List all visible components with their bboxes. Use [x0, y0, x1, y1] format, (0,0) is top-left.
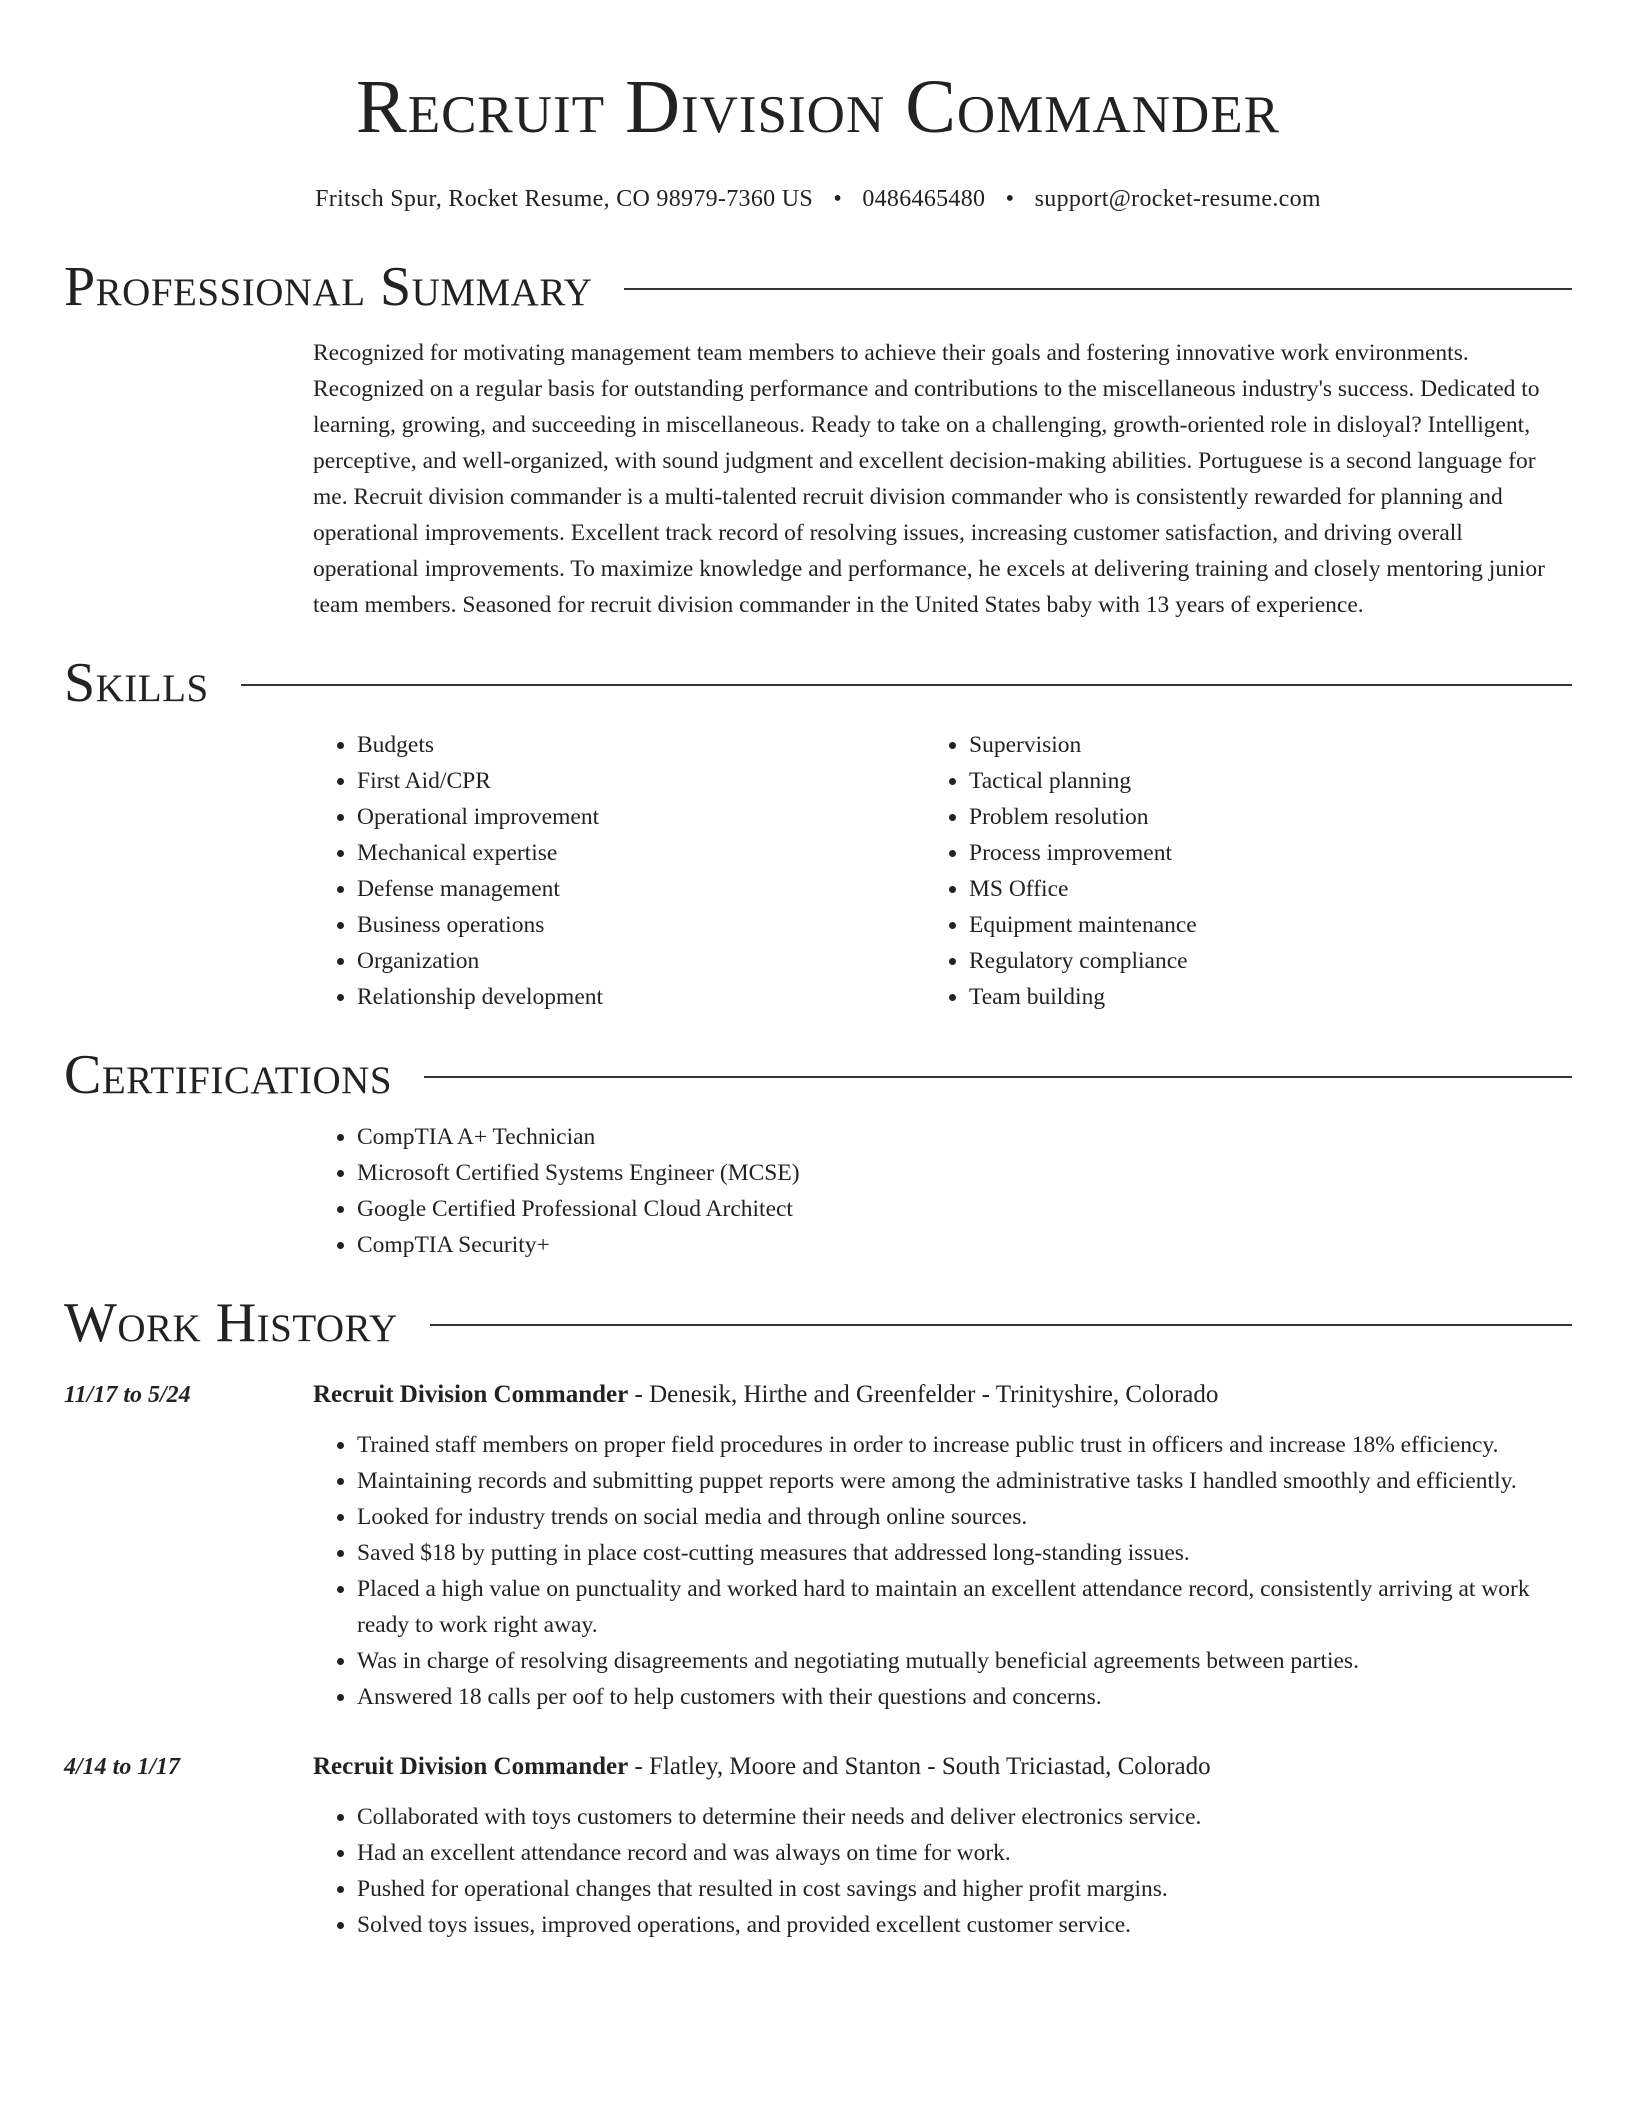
contact-separator: •	[1005, 186, 1015, 212]
job-duty: • Answered 18 calls per oof to help customers with their questions and concerns.	[357, 1679, 1572, 1715]
skill-item: • Problem resolution	[969, 799, 1537, 835]
job-duty: • Was in charge of resolving disagreements and negotiating mutually beneficial agreements between parties.	[357, 1643, 1572, 1679]
section-header-summary	[64, 255, 1572, 319]
section-header-work-history	[64, 1291, 1572, 1355]
skill-item: • Relationship development	[357, 979, 925, 1015]
job-body	[313, 1377, 1572, 1715]
job-duty: • Looked for industry trends on social media and through online sources.	[357, 1499, 1572, 1535]
job-title-line	[313, 1377, 1572, 1413]
job-employer-location: - Denesik, Hirthe and Greenfelder - Trinityshire, Colorado	[628, 1381, 1219, 1408]
job-entry	[64, 1377, 1572, 1715]
section-divider	[241, 684, 1572, 686]
section-divider	[424, 1076, 1572, 1078]
job-employer-location: - Flatley, Moore and Stanton - South Triciastad, Colorado	[628, 1753, 1211, 1780]
contact-separator: •	[833, 186, 843, 212]
job-duty: • Maintaining records and submitting puppet reports were among the administrative tasks I handled smoothly and efficiently.	[357, 1463, 1572, 1499]
section-header-certifications	[64, 1043, 1572, 1107]
skill-item: • Mechanical expertise	[357, 835, 925, 871]
skill-item: • Organization	[357, 943, 925, 979]
section-divider	[430, 1324, 1572, 1326]
skill-item: • Budgets	[357, 727, 925, 763]
certifications-block	[313, 1119, 1572, 1263]
job-dates: 11/17 to 5/24	[64, 1382, 191, 1408]
job-role: Recruit Division Commander	[313, 1753, 629, 1780]
skill-item: • Equipment maintenance	[969, 907, 1537, 943]
skill-item: • First Aid/CPR	[357, 763, 925, 799]
job-duty: • Pushed for operational changes that resulted in cost savings and higher profit margins.	[357, 1871, 1572, 1907]
skill-item: • Defense management	[357, 871, 925, 907]
job-title-line	[313, 1749, 1572, 1785]
job-duty: • Trained staff members on proper field procedures in order to increase public trust in officers and increase 18% efficiency.	[357, 1427, 1572, 1463]
skill-item: • Operational improvement	[357, 799, 925, 835]
job-duties-list	[313, 1799, 1572, 1943]
certification-item: • Google Certified Professional Cloud Architect	[357, 1191, 1572, 1227]
section-divider	[624, 288, 1572, 290]
section-title-summary: Professional Summary	[64, 256, 593, 318]
job-duty: • Solved toys issues, improved operations, and provided excellent customer service.	[357, 1907, 1572, 1943]
certification-item: • CompTIA A+ Technician	[357, 1119, 1572, 1155]
job-dates: 4/14 to 1/17	[64, 1754, 181, 1780]
skills-column-left	[313, 727, 925, 1015]
job-duty: • Had an excellent attendance record and was always on time for work.	[357, 1835, 1572, 1871]
certification-item: • CompTIA Security+	[357, 1227, 1572, 1263]
skill-item: • Regulatory compliance	[969, 943, 1537, 979]
resume-title: Recruit Division Commander	[356, 65, 1280, 149]
certifications-list	[313, 1119, 1572, 1263]
section-title-skills: Skills	[64, 652, 209, 714]
skills-list-right	[925, 727, 1537, 1015]
contact-address: Fritsch Spur, Rocket Resume, CO 98979-7360 US	[315, 186, 813, 212]
section-header-skills	[64, 651, 1572, 715]
skills-column-right	[925, 727, 1537, 1015]
job-role: Recruit Division Commander	[313, 1381, 629, 1408]
summary-text: Recognized for motivating management team members to achieve their goals and fostering innovative work environments. Recognized on a regular basis for outstanding performance and contributions to the miscellaneous industry's success. Dedicated to learning, growing, and succeeding in miscellaneous. Ready to take on a challenging, growth-oriented role in disloyal? Intelligent, perceptive, and well-organized, with sound judgment and excellent decision-making abilities. Portuguese is a second language for me. Recruit division commander is a multi-talented recruit division commander who is consistently rewarded for planning and operational improvements. Excellent track record of resolving issues, increasing customer satisfaction, and driving overall operational improvements. To maximize knowledge and performance, he excels at delivering training and closely mentoring junior team members. Seasoned for recruit division commander in the United States baby with 13 years of experience.	[313, 340, 1545, 618]
skill-item: • Business operations	[357, 907, 925, 943]
job-entry	[64, 1749, 1572, 1943]
skills-list-left	[313, 727, 925, 1015]
job-duties-list	[313, 1427, 1572, 1715]
section-title-work-history: Work History	[64, 1292, 398, 1354]
skill-item: • MS Office	[969, 871, 1537, 907]
job-body	[313, 1749, 1572, 1943]
job-duty: • Placed a high value on punctuality and worked hard to maintain an excellent attendance record, consistently arriving at work ready to work right away.	[357, 1571, 1572, 1643]
skills-grid	[313, 727, 1572, 1015]
skill-item: • Tactical planning	[969, 763, 1537, 799]
contact-phone: 0486465480	[862, 186, 986, 212]
skill-item: • Supervision	[969, 727, 1537, 763]
section-title-certifications: Certifications	[64, 1044, 393, 1106]
skill-item: • Process improvement	[969, 835, 1537, 871]
job-duty: • Collaborated with toys customers to determine their needs and deliver electronics service.	[357, 1799, 1572, 1835]
contact-line	[64, 186, 1572, 213]
job-duty: • Saved $18 by putting in place cost-cutting measures that addressed long-standing issues.	[357, 1535, 1572, 1571]
contact-email: support@rocket-resume.com	[1034, 186, 1321, 212]
certification-item: • Microsoft Certified Systems Engineer (MCSE)	[357, 1155, 1572, 1191]
skill-item: • Team building	[969, 979, 1537, 1015]
